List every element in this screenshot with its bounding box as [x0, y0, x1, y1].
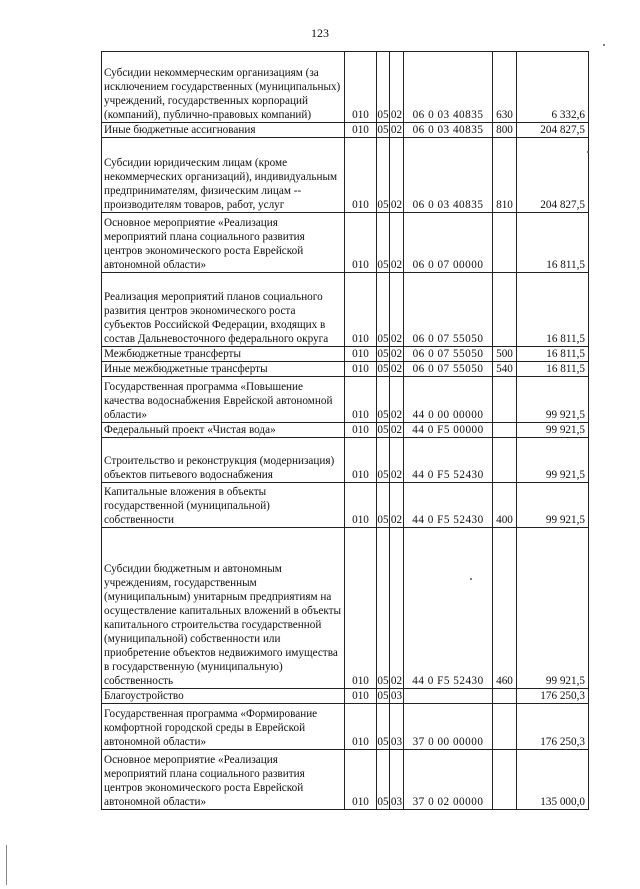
budget-table	[101, 51, 589, 810]
ministry-code: 010	[345, 483, 377, 528]
ministry-code: 010	[345, 423, 377, 438]
ministry-code: 010	[345, 438, 377, 483]
amount: 99 921,5	[517, 528, 589, 689]
ministry-code: 010	[345, 52, 377, 123]
table-row	[102, 273, 589, 347]
table-row	[102, 52, 589, 123]
amount: 176 250,3	[517, 689, 589, 704]
amount: 16 811,5	[517, 273, 589, 347]
table-row	[102, 423, 589, 438]
section-code: 05	[377, 750, 390, 810]
section-code: 05	[377, 348, 389, 360]
subsection-code: 02	[390, 363, 403, 375]
expense-type-code	[493, 438, 517, 483]
expense-type-code	[493, 273, 517, 347]
amount: 16 811,5	[517, 213, 589, 273]
amount: 99 921,5	[517, 377, 589, 423]
amount: 99 921,5	[517, 483, 589, 528]
target-article-code: 44 0 F5 00000	[404, 423, 493, 438]
target-article-code: 06 0 03 40835	[404, 123, 493, 138]
section-code: 05	[377, 483, 390, 528]
target-article-code: 06 0 07 55050	[404, 273, 493, 347]
subsection-code: 03	[390, 750, 404, 810]
expense-type-code	[493, 423, 517, 438]
amount: 176 250,3	[517, 704, 589, 750]
row-name: Субсидии некоммерческим организациям (за исключением государственных (муниципальных) учреждений, государственных корпораций (компаний), публично-правовых компаний)	[102, 52, 345, 123]
amount: 6 332,6	[517, 52, 589, 123]
section-code: 05	[377, 377, 390, 423]
amount: 99 921,5	[517, 438, 589, 483]
subsection-code: 02	[390, 138, 404, 213]
table-row	[102, 483, 589, 528]
section-code: 05	[377, 273, 390, 347]
table-row	[102, 704, 589, 750]
expense-type-code	[493, 689, 517, 704]
section-code: 05	[377, 438, 390, 483]
section-code: 05	[377, 528, 390, 689]
subsection-code: 02	[390, 124, 403, 136]
row-name: Федеральный проект «Чистая вода»	[102, 423, 345, 438]
ministry-code: 010	[345, 123, 377, 138]
section-code: 05	[377, 138, 390, 213]
ministry-code: 010	[345, 362, 377, 377]
amount: 204 827,5	[517, 138, 589, 213]
subsection-code: 02	[390, 424, 403, 436]
expense-type-code	[493, 377, 517, 423]
scan-speck	[603, 44, 605, 46]
table-row	[102, 377, 589, 423]
row-name: Субсидии юридическим лицам (кроме некоммерческих организаций), индивидуальным предпринимателям, физическим лицам -- производителям товаров, работ, услуг	[102, 138, 345, 213]
amount: 204 827,5	[517, 123, 589, 138]
expense-type-code: 500	[493, 347, 517, 362]
expense-type-code: 540	[493, 362, 517, 377]
ministry-code: 010	[345, 347, 377, 362]
subsection-code: 02	[390, 273, 404, 347]
section-code: 05	[377, 704, 390, 750]
table-row	[102, 438, 589, 483]
page-number: 123	[311, 26, 329, 40]
row-name: Государственная программа «Повышение качества водоснабжения Еврейской автономной области»	[102, 377, 345, 423]
row-name: Строительство и реконструкция (модернизация) объектов питьевого водоснабжения	[102, 438, 345, 483]
ministry-code: 010	[345, 704, 377, 750]
target-article-code: 37 0 02 00000	[404, 750, 493, 810]
target-article-code: 06 0 07 00000	[404, 213, 493, 273]
target-article-code: 06 0 03 40835	[404, 138, 493, 213]
target-article-code: 06 0 07 55050	[404, 362, 493, 377]
expense-type-code	[493, 213, 517, 273]
expense-type-code: 800	[493, 123, 517, 138]
expense-type-code: 810	[493, 138, 517, 213]
ministry-code: 010	[345, 750, 377, 810]
table-row	[102, 213, 589, 273]
row-name: Иные бюджетные ассигнования	[102, 123, 345, 138]
row-name: Капитальные вложения в объекты государственной (муниципальной) собственности	[102, 483, 345, 528]
scan-speck	[470, 578, 472, 580]
target-article-code: 06 0 03 40835	[404, 52, 493, 123]
table-row	[102, 689, 589, 704]
row-name: Реализация мероприятий планов социального развития центров экономического роста субъектов Российской Федерации, входящих в состав Дальневосточного федерального округа	[102, 273, 345, 347]
row-name: Благоустройство	[102, 689, 345, 704]
expense-type-code: 460	[493, 528, 517, 689]
target-article-code: 44 0 F5 52430	[404, 438, 493, 483]
ministry-code: 010	[345, 213, 377, 273]
row-name: Межбюджетные трансферты	[102, 347, 345, 362]
row-name: Основное мероприятие «Реализация мероприятий плана социального развития центров экономического роста Еврейской автономной области»	[102, 213, 345, 273]
amount: 99 921,5	[517, 423, 589, 438]
section-code: 05	[377, 690, 389, 702]
target-article-code: 44 0 00 00000	[404, 377, 493, 423]
table-row	[102, 750, 589, 810]
amount: 16 811,5	[517, 362, 589, 377]
subsection-code: 02	[390, 377, 404, 423]
table-row	[102, 138, 589, 213]
ministry-code: 010	[345, 138, 377, 213]
target-article-code: 06 0 07 55050	[404, 347, 493, 362]
subsection-code: 02	[390, 213, 404, 273]
subsection-code: 02	[390, 528, 404, 689]
table-row	[102, 123, 589, 138]
ministry-code: 010	[345, 377, 377, 423]
subsection-code: 02	[390, 348, 403, 360]
table-row	[102, 362, 589, 377]
section-code: 05	[377, 363, 389, 375]
target-article-code	[404, 689, 493, 704]
scan-speck	[587, 151, 589, 153]
section-code: 05	[377, 124, 389, 136]
subsection-code: 02	[390, 438, 404, 483]
subsection-code: 02	[390, 52, 404, 123]
scan-edge-mark	[6, 845, 7, 885]
ministry-code: 010	[345, 689, 377, 704]
expense-type-code	[493, 750, 517, 810]
expense-type-code: 400	[493, 483, 517, 528]
table-row	[102, 347, 589, 362]
section-code: 05	[377, 213, 390, 273]
section-code: 05	[377, 424, 389, 436]
row-name: Основное мероприятие «Реализация мероприятий плана социального развития центров экономического роста Еврейской автономной области»	[102, 750, 345, 810]
ministry-code: 010	[345, 273, 377, 347]
row-name: Государственная программа «Формирование комфортной городской среды в Еврейской автономной области»	[102, 704, 345, 750]
section-code: 05	[377, 52, 390, 123]
ministry-code: 010	[345, 528, 377, 689]
expense-type-code	[493, 704, 517, 750]
row-name: Иные межбюджетные трансферты	[102, 362, 345, 377]
table-row	[102, 528, 589, 689]
subsection-code: 03	[390, 690, 403, 702]
target-article-code: 37 0 00 00000	[404, 704, 493, 750]
expense-type-code: 630	[493, 52, 517, 123]
amount: 16 811,5	[517, 347, 589, 362]
target-article-code: 44 0 F5 52430	[404, 483, 493, 528]
amount: 135 000,0	[517, 750, 589, 810]
target-article-code: 44 0 F5 52430	[404, 528, 493, 689]
subsection-code: 03	[390, 704, 404, 750]
subsection-code: 02	[390, 483, 404, 528]
row-name: Субсидии бюджетным и автономным учреждениям, государственным (муниципальным) унитарным предприятиям на осуществление капитальных вложений в объекты капитального строительства государственной (муниципальной) собственности или приобретение объектов недвижимого имущества в государственную (муниципальную) собственность	[102, 528, 345, 689]
